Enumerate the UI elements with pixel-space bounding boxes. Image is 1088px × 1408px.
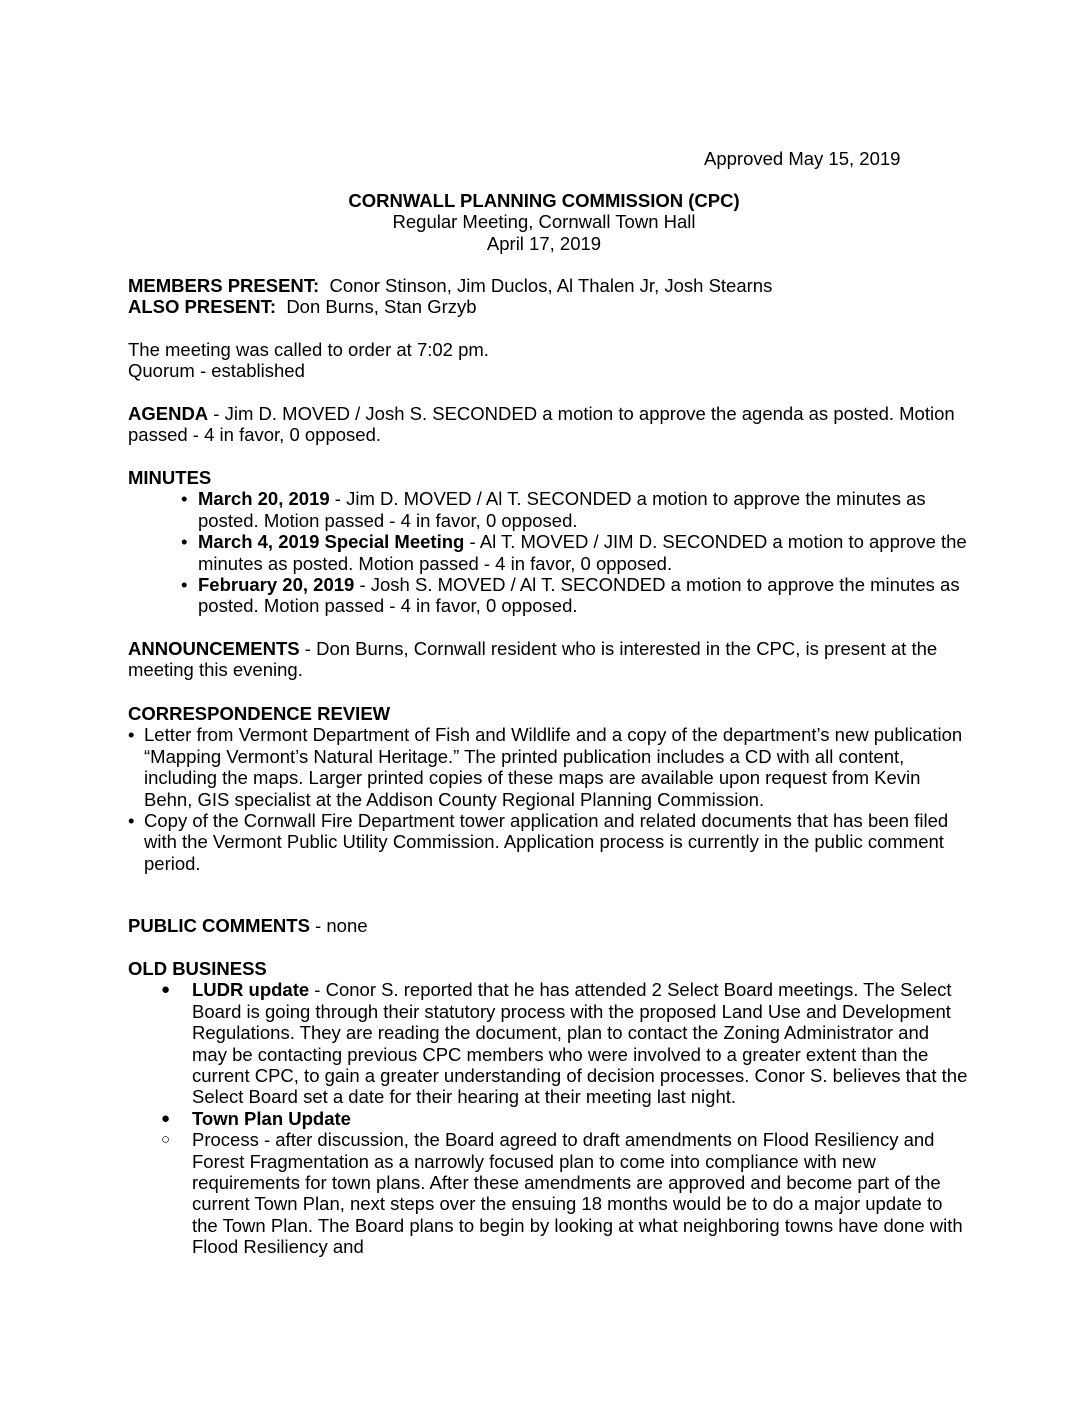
minutes-item-text: - Josh S. MOVED / Al T. SECONDED a motion to approve the minutes as posted. Motion passed - 4 in favor, 0 opposed. (198, 574, 960, 617)
meeting-date: April 17, 2019 (486, 232, 602, 254)
members-present-label: MEMBERS PRESENT: (128, 275, 320, 296)
ludr-text: - Conor S. reported that he has attended 2 Select Board meetings. The Select Board is going through their statutory process with the proposed Land Use and Development Regulations. They are reading the document, plan to contact the Zoning Administrator and may be contacting previous CPC members who were involved to a greater extent than the current CPC, to gain a greater understanding of decision processes. Conor S. believes that the Select Board set a date for their hearing at their meeting last night. (192, 979, 968, 1108)
minutes-item-text: - Al T. MOVED / JIM D. SECONDED a motion to approve the minutes as posted. Motion passed - 4 in favor, 0 opposed. (198, 531, 967, 574)
town-plan-sublist (128, 1129, 968, 1257)
public-comments-section (128, 915, 968, 936)
approval-note: Approved May 15, 2019 (704, 148, 901, 169)
list-item: ○ Process - after discussion, the Board agreed to draft amendments on Flood Resiliency and Forest Fragmentation as a narrowly focused plan to come into compliance with new requirements for town plans. After these amendments are approved and become part of the current Town Plan, next steps over the ensuing 18 months would be to do a major update to the Town Plan. The Board plans to begin by looking at what neighboring towns have done with Flood Resiliency and (128, 1129, 968, 1257)
minutes-item-label: March 4, 2019 Special Meeting (198, 531, 465, 553)
list-item (128, 979, 968, 1107)
minutes-section (128, 467, 968, 617)
announcements-text: - Don Burns, Cornwall resident who is interested in the CPC, is present at the meeting this evening. (128, 638, 938, 681)
minutes-item-label: March 20, 2019 (198, 488, 330, 510)
correspondence-list (128, 724, 968, 874)
members-present-names: Conor Stinson, Jim Duclos, Al Thalen Jr, Josh Stearns (329, 275, 773, 296)
also-present-line (128, 296, 968, 317)
list-item (128, 488, 968, 531)
old-business-section (128, 958, 968, 1258)
correspondence-heading: CORRESPONDENCE REVIEW (128, 703, 391, 724)
meeting-subtitle: Regular Meeting, Cornwall Town Hall (392, 211, 696, 233)
announcements-label: ANNOUNCEMENTS (128, 638, 300, 659)
opening-section (128, 339, 968, 382)
list-item (128, 574, 968, 617)
also-present-names: Don Burns, Stan Grzyb (286, 296, 477, 318)
minutes-heading: MINUTES (128, 467, 212, 488)
document-header (128, 190, 960, 254)
call-to-order: The meeting was called to order at 7:02 pm. (128, 339, 489, 360)
minutes-item-label: February 20, 2019 (198, 574, 355, 596)
town-plan-label: Town Plan Update (192, 1107, 351, 1129)
old-business-list (128, 979, 968, 1257)
agenda-section (128, 403, 968, 446)
correspondence-section (128, 703, 968, 874)
minutes-item-text: - Jim D. MOVED / Al T. SECONDED a motion to approve the minutes as posted. Motion passed - 4 in favor, 0 opposed. (198, 488, 926, 531)
list-item: • Copy of the Cornwall Fire Department tower application and related documents that has been filed with the Vermont Public Utility Commission. Application process is currently in the public comment period. (128, 810, 968, 874)
ludr-label: LUDR update (192, 979, 310, 1001)
members-present-line (128, 275, 968, 296)
quorum-note: Quorum - established (128, 360, 305, 382)
attendance-section (128, 275, 968, 318)
list-item (128, 1108, 968, 1258)
old-business-heading: OLD BUSINESS (128, 958, 267, 979)
agenda-label: AGENDA (128, 403, 209, 424)
minutes-list (128, 488, 968, 616)
list-item: • Letter from Vermont Department of Fish and Wildlife and a copy of the department’s new publication “Mapping Vermont’s Natural Heritage.” The printed publication includes a CD with all content, including the maps. Larger printed copies of these maps are available upon request from Kevin Behn, GIS specialist at the Addison County Regional Planning Commission. (128, 724, 968, 810)
agenda-text: - Jim D. MOVED / Josh S. SECONDED a motion to approve the agenda as posted. Motion passed - 4 in favor, 0 opposed. (128, 403, 955, 446)
also-present-label: ALSO PRESENT: (128, 296, 277, 318)
public-comments-text: - none (309, 915, 368, 936)
list-item (128, 531, 968, 574)
document-title: CORNWALL PLANNING COMMISSION (CPC) (348, 190, 740, 211)
public-comments-label: PUBLIC COMMENTS (128, 915, 310, 936)
announcements-section (128, 638, 968, 681)
